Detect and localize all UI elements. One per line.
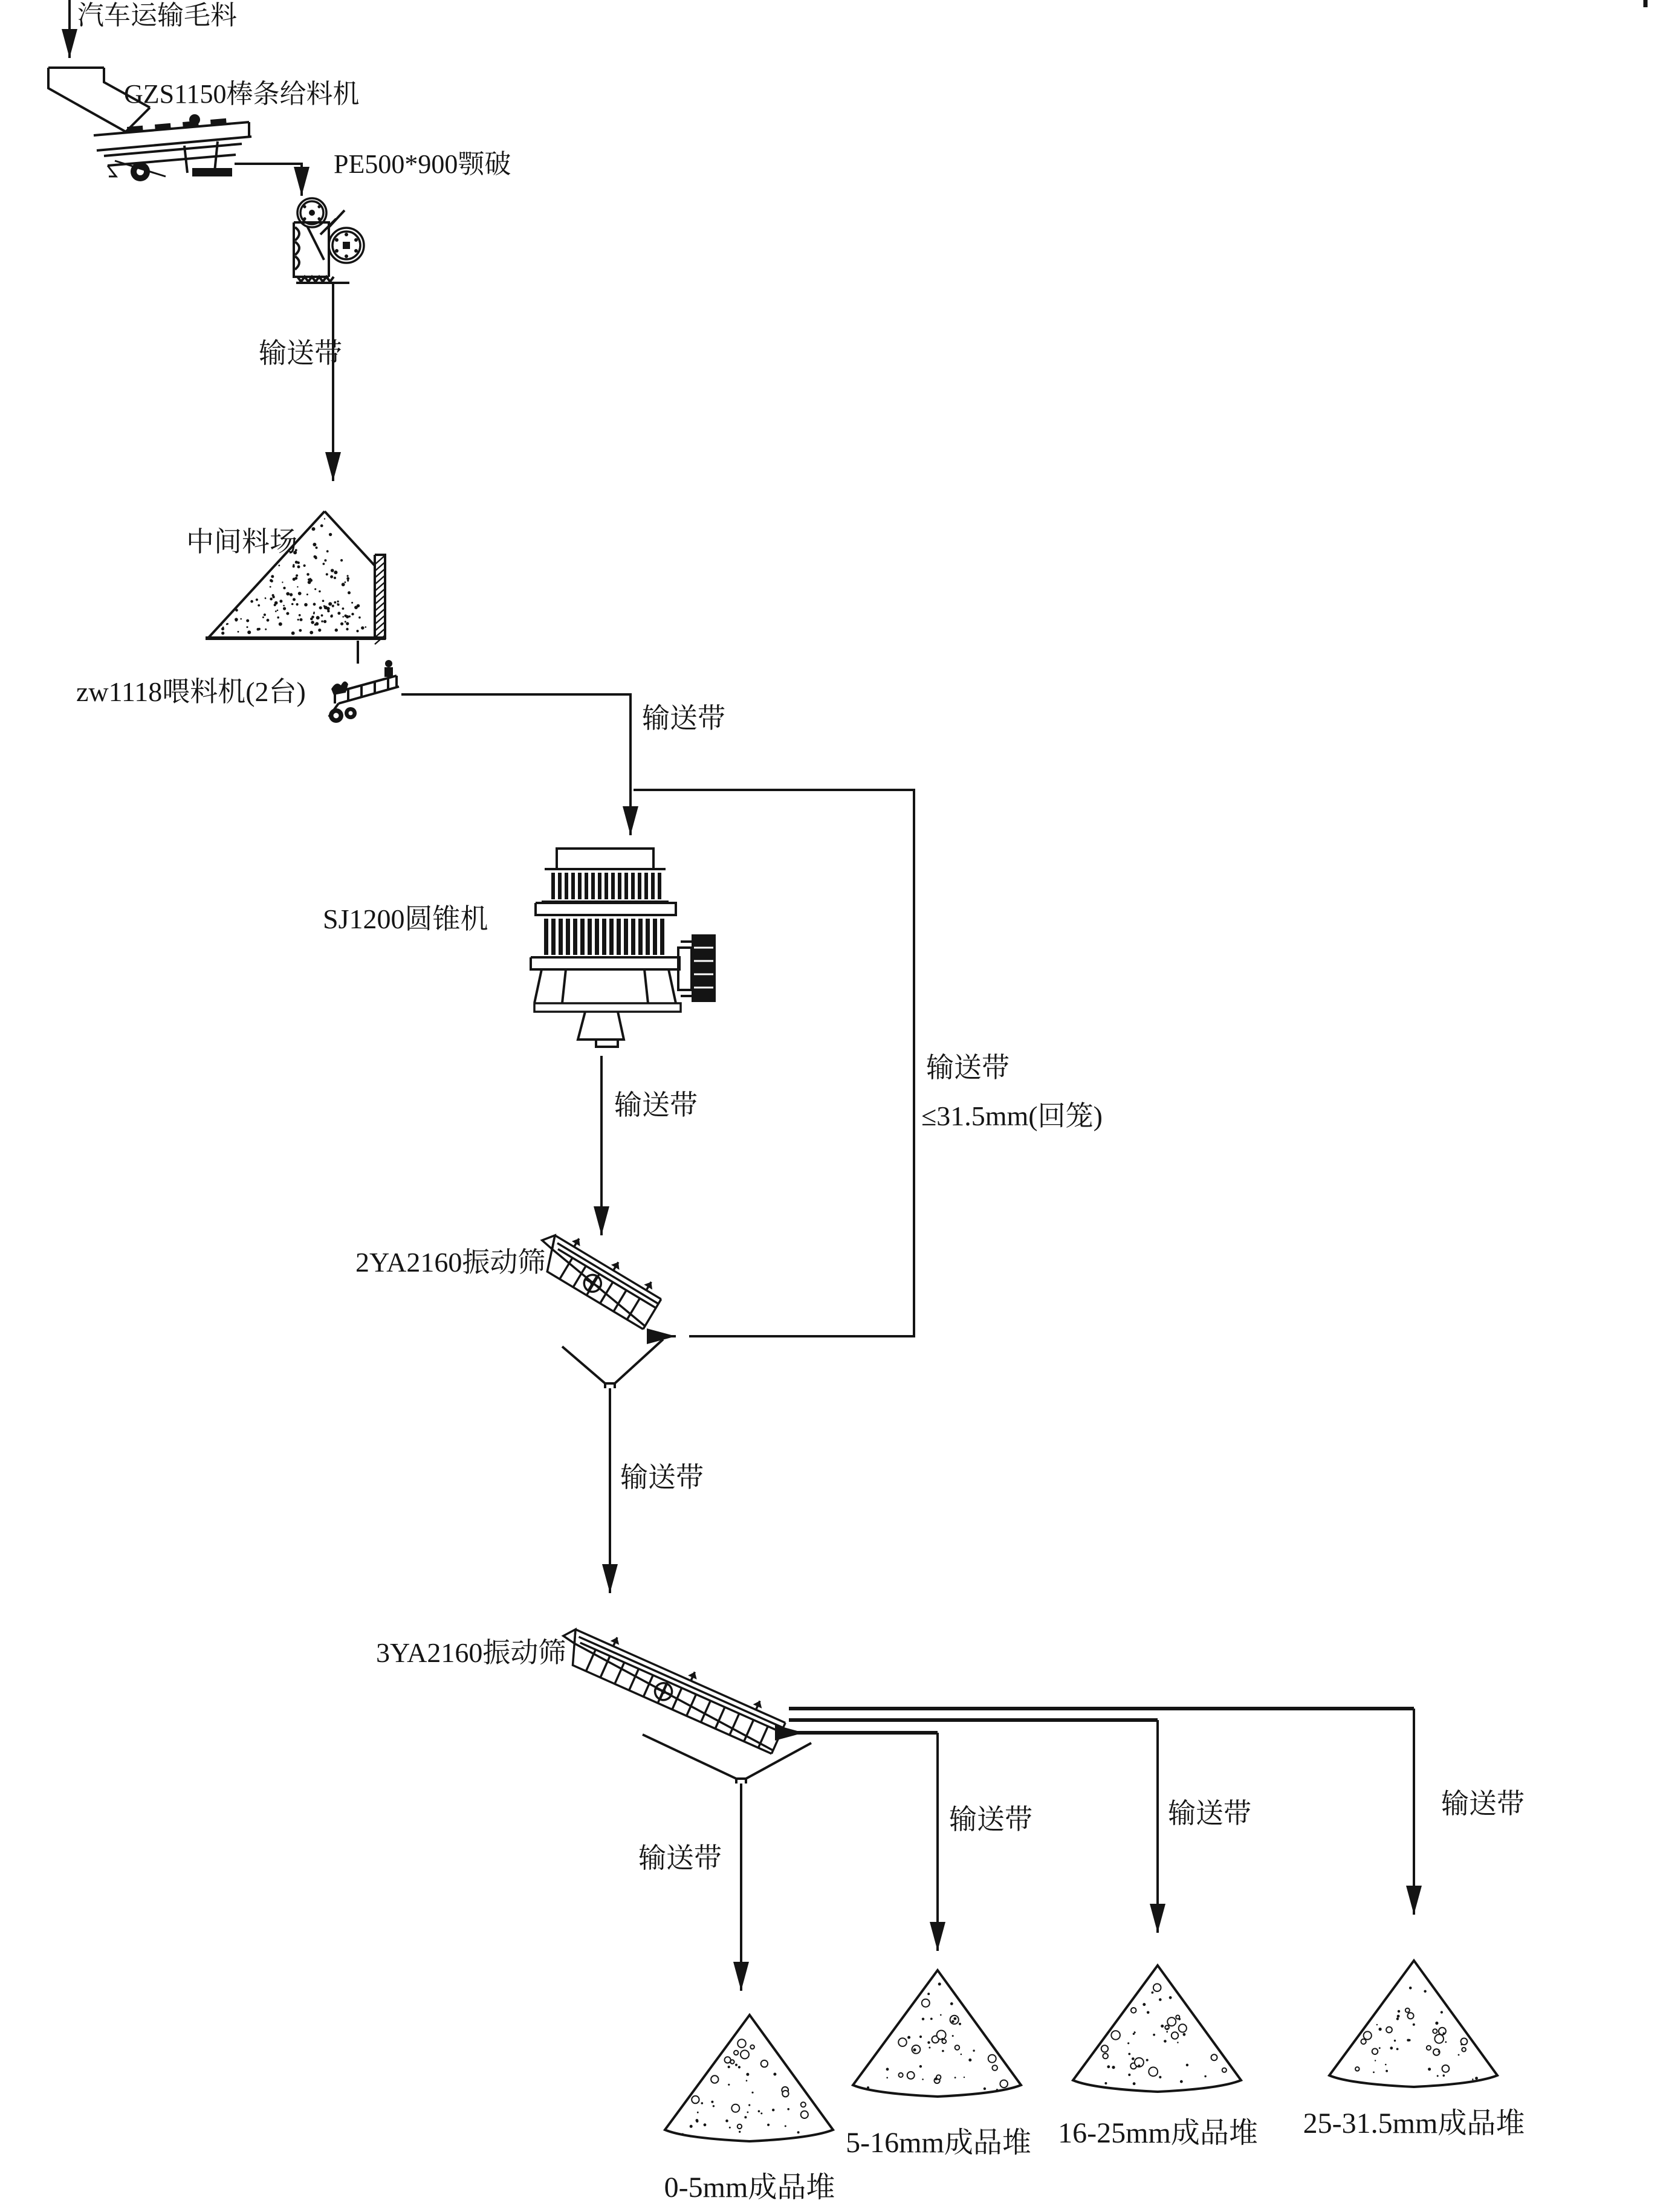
pile-5-16mm-icon	[844, 1965, 1031, 2102]
conveyor-label-7: 输送带	[1168, 1798, 1251, 1829]
cone-crusher-icon	[499, 845, 721, 1059]
pile-label-25-31.5mm: 25-31.5mm成品堆	[1303, 2107, 1525, 2139]
apron-feeder-icon	[317, 655, 401, 729]
pile-label-0-5mm: 0-5mm成品堆	[664, 2172, 835, 2204]
conveyor-label-5: 输送带	[638, 1843, 722, 1874]
conveyor-label-6: 输送带	[949, 1804, 1032, 1835]
pile-16-25mm-icon	[1064, 1961, 1251, 2097]
conveyor-label-1: 输送带	[259, 338, 342, 369]
pile-label-16-25mm: 16-25mm成品堆	[1058, 2117, 1258, 2149]
conveyor-label-2: 输送带	[642, 703, 725, 734]
cone-crusher-label: SJ1200圆锥机	[323, 904, 488, 934]
jaw-crusher-icon	[287, 197, 375, 288]
jaw-crusher-label: PE500*900颚破	[334, 149, 511, 179]
line-apron-feeder-to-cone	[401, 694, 630, 835]
apron-feeder-label: zw1118喂料机(2台)	[76, 676, 306, 707]
pile-label-5-16mm: 5-16mm成品堆	[846, 2127, 1031, 2159]
return-size-label: ≤31.5mm(回笼)	[921, 1101, 1103, 1131]
conveyor-label-4: 输送带	[620, 1462, 704, 1493]
screen1-icon	[544, 1221, 689, 1354]
stockpile-label: 中间料场	[186, 526, 297, 557]
screen2-icon	[562, 1614, 822, 1765]
conveyor-label-3: 输送带	[614, 1090, 698, 1121]
screen1-label: 2YA2160振动筛	[355, 1247, 546, 1278]
source-label: 汽车运输毛料	[77, 1, 237, 30]
conveyor-label-8: 输送带	[1441, 1788, 1525, 1819]
screen2-label: 3YA2160振动筛	[376, 1637, 566, 1668]
pile-0-5mm-icon	[656, 2010, 843, 2149]
pile-25-31.5mm-icon	[1320, 1956, 1508, 2092]
return-conveyor-label: 输送带	[926, 1052, 1010, 1083]
bar-feeder-label: GZS1150棒条给料机	[124, 79, 360, 109]
